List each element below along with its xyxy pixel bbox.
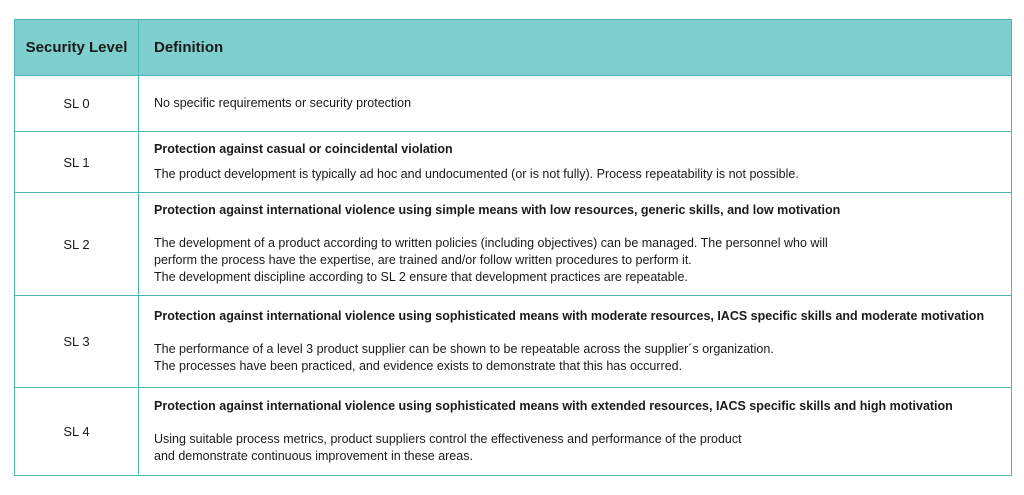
definition-title: Protection against international violence using sophisticated means with extended resources, IACS specific skills and high motivation — [154, 399, 953, 413]
definition-description: The product development is typically ad hoc and undocumented (or is not fully). Process repeatability is not possible. — [154, 167, 799, 181]
level-cell: SL 3 — [15, 296, 139, 387]
definition-description: The development of a product according to written policies (including objectives) can be managed. The personnel who will perform the process have the expertise, are trained and/or follow written procedures to perform it. The development discipline according to SL 2 ensure that development practices are repeatable. — [154, 236, 828, 284]
level-cell: SL 4 — [15, 388, 139, 475]
security-level-table — [14, 19, 1012, 476]
table-header-row — [15, 20, 1011, 75]
level-cell: SL 1 — [15, 132, 139, 192]
definition-title: Protection against international violence using sophisticated means with moderate resources, IACS specific skills and moderate motivation — [154, 309, 985, 323]
header-definition: Definition — [154, 39, 224, 56]
definition-title: Protection against international violence using simple means with low resources, generic skills, and low motivation — [154, 203, 841, 217]
definition-title: Protection against casual or coincidental violation — [154, 142, 453, 156]
header-security-level: Security Level — [15, 20, 139, 75]
table-row — [15, 192, 1011, 295]
definition-description: The performance of a level 3 product supplier can be shown to be repeatable across the supplier´s organization. The processes have been practiced, and evidence exists to demonstrate that this has occurred. — [154, 342, 774, 373]
table-row — [15, 75, 1011, 131]
table-row — [15, 131, 1011, 192]
definition-cell — [139, 132, 1011, 192]
level-cell: SL 2 — [15, 193, 139, 295]
definition-cell — [139, 193, 1011, 295]
table-row — [15, 295, 1011, 387]
definition-cell — [139, 388, 1011, 475]
definition-cell — [139, 296, 1011, 387]
definition-cell — [139, 76, 1011, 131]
definition-description: Using suitable process metrics, product suppliers control the effectiveness and performance of the product and demonstrate continuous improvement in these areas. — [154, 432, 742, 463]
level-cell: SL 0 — [15, 76, 139, 131]
definition-description: No specific requirements or security protection — [154, 96, 412, 110]
table-row — [15, 387, 1011, 475]
